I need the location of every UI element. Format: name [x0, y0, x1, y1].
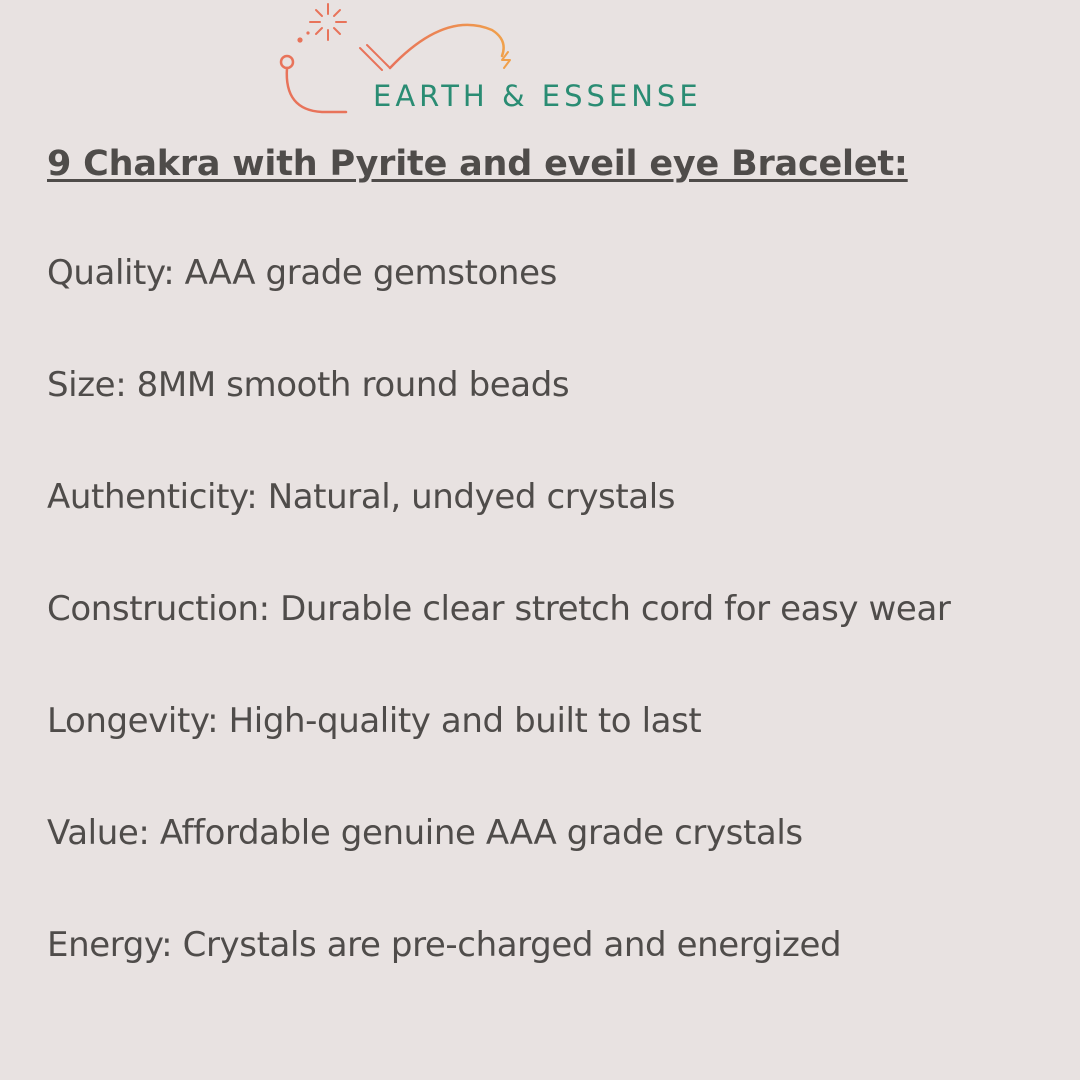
brand-logo — [270, 0, 700, 125]
product-title: 9 Chakra with Pyrite and eveil eye Bracelet: — [47, 144, 908, 184]
spec-energy: Energy: Crystals are pre-charged and energized — [47, 925, 842, 965]
spec-value: Value: Affordable genuine AAA grade crystals — [47, 813, 803, 853]
spec-construction: Construction: Durable clear stretch cord for easy wear — [47, 589, 951, 629]
brand-name: EARTH & ESSENSE — [373, 79, 702, 113]
spec-authenticity: Authenticity: Natural, undyed crystals — [47, 477, 676, 517]
spec-quality: Quality: AAA grade gemstones — [47, 253, 557, 293]
spec-size: Size: 8MM smooth round beads — [47, 365, 570, 405]
spec-longevity: Longevity: High-quality and built to last — [47, 701, 702, 741]
